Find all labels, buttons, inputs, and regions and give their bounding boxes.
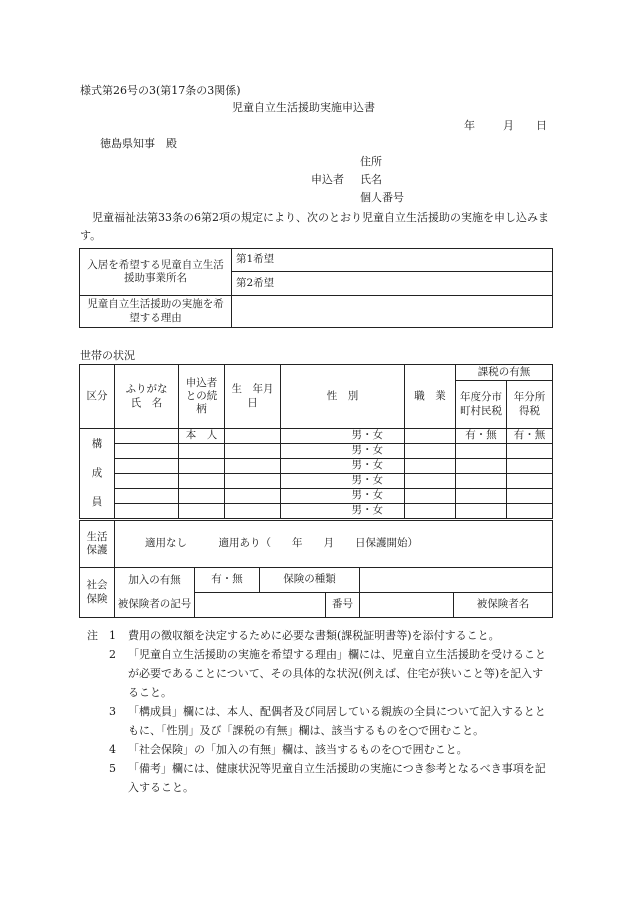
member-job-cell[interactable] [405,474,456,489]
member-tax-income-cell[interactable] [507,489,553,504]
welfare-insurance-table [79,520,553,618]
welfare-options[interactable]: 適用なし 適用あり（ 年 月 日保護開始） [115,521,553,568]
ins-type-field[interactable] [360,568,553,593]
member-name-cell[interactable] [115,459,179,474]
note-item [80,740,550,759]
ins-holder-label: 被保険者名 [454,593,553,618]
name-label: 氏名 [360,173,382,186]
member-tax-income-cell[interactable]: 有・無 [507,429,553,444]
address-label: 住所 [360,155,382,168]
member-relation-cell[interactable]: 本 人 [179,429,225,444]
note-item [80,702,550,740]
member-sex-pad [281,429,331,444]
request-table [79,248,553,328]
member-sex-pad [281,504,331,519]
member-tax-income-cell[interactable] [507,504,553,519]
member-birth-cell[interactable] [225,444,281,459]
member-sex-cell[interactable]: 男・女 [331,459,405,474]
member-job-cell[interactable] [405,489,456,504]
member-birth-cell[interactable] [225,504,281,519]
note-text: 「備考」欄には、健康状況等児童自立生活援助の実施につき参考となるべき事項を記入すること。 [128,762,546,794]
member-name-cell[interactable] [115,429,179,444]
ins-join-label: 加入の有無 [115,568,195,593]
ins-yesno[interactable]: 有・無 [195,568,260,593]
note-number: 3 [109,705,116,718]
second-choice-label: 第2希望 [236,276,275,289]
member-name-cell[interactable] [115,489,179,504]
member-sex-cell[interactable]: 男・女 [331,429,405,444]
col-kubun: 区分 [80,365,115,429]
note-text: 「構成員」欄には、本人、配偶者及び同居している親族の全員について記入するとともに、「性別」及び「課税の有無」欄は、該当するものを○で囲むこと。 [128,705,546,737]
date-day-label: 日 [536,119,547,132]
intro-paragraph: 児童福祉法第33条の6第2項の規定により、次のとおり児童自立生活援助の実施を申し込みます。 [80,211,549,242]
page-title: 児童自立生活援助実施申込書 [232,101,375,114]
member-tax-muni-cell[interactable] [456,504,507,519]
member-label-char: 成 [91,467,103,479]
member-birth-cell[interactable] [225,489,281,504]
col-job: 職 業 [405,365,456,429]
member-tax-income-cell[interactable] [507,459,553,474]
personal-number-label: 個人番号 [360,191,404,204]
reason-field[interactable] [232,296,553,328]
member-label [80,429,115,519]
member-job-cell[interactable] [405,444,456,459]
note-item [80,626,550,645]
member-relation-cell[interactable] [179,489,225,504]
member-tax-muni-cell[interactable] [456,444,507,459]
member-relation-cell[interactable] [179,504,225,519]
note-item [80,645,550,702]
date-month-label: 月 [503,119,514,132]
insurance-label: 社会保険 [80,568,115,618]
col-furigana: ふりがな [125,383,168,396]
note-number: 4 [109,743,116,756]
member-sex-cell[interactable]: 男・女 [331,474,405,489]
col-tax-income: 年分所得税 [507,381,553,429]
reason-label: 児童自立生活援助の実施を希望する理由 [80,296,232,328]
col-name-header [115,365,179,429]
ins-type-label: 保険の種類 [260,568,360,593]
note-text: 費用の徴収額を決定するために必要な書類(課税証明書等)を添付すること。 [128,629,500,642]
member-birth-cell[interactable] [225,474,281,489]
member-sex-pad [281,444,331,459]
note-item [80,759,550,797]
member-label-char: 構 [91,438,103,450]
notes [80,626,550,797]
welfare-label: 生活保護 [80,521,115,568]
member-job-cell[interactable] [405,504,456,519]
member-relation-cell[interactable] [179,474,225,489]
member-tax-income-cell[interactable] [507,474,553,489]
member-tax-muni-cell[interactable]: 有・無 [456,429,507,444]
member-name-cell[interactable] [115,474,179,489]
member-sex-cell[interactable]: 男・女 [331,444,405,459]
member-job-cell[interactable] [405,429,456,444]
note-number: 2 [109,648,116,661]
second-choice-field[interactable] [232,272,553,296]
note-number: 注 1 [87,629,116,642]
member-relation-cell[interactable] [179,459,225,474]
member-job-cell[interactable] [405,459,456,474]
note-number: 5 [109,762,116,775]
ins-symbol-field[interactable] [195,593,326,618]
member-tax-income-cell[interactable] [507,444,553,459]
col-birth: 生 年月 日 [225,365,281,429]
ins-symbol-label: 被保険者の記号 [115,593,195,618]
member-name-cell[interactable] [115,504,179,519]
form-number: 様式第26号の3(第17条の3関係) [80,84,241,97]
first-choice-field[interactable] [232,249,553,272]
member-birth-cell[interactable] [225,459,281,474]
household-heading: 世帯の状況 [80,349,135,362]
household-table [79,364,553,519]
ins-number-label: 番号 [326,593,360,618]
member-name-cell[interactable] [115,444,179,459]
member-sex-pad [281,489,331,504]
member-tax-muni-cell[interactable] [456,489,507,504]
col-tax: 課税の有無 [456,365,553,381]
ins-number-field[interactable] [360,593,454,618]
date-year-label: 年 [464,119,475,132]
member-sex-cell[interactable]: 男・女 [331,489,405,504]
note-text: 「児童自立生活援助の実施を希望する理由」欄には、児童自立生活援助を受けることが必要であることについて、その具体的な状況(例えば、住宅が狭いこと等)を記入すること。 [128,648,546,699]
office-name-label: 入居を希望する児童自立生活援助事業所名 [80,249,232,296]
member-relation-cell[interactable] [179,444,225,459]
col-relation: 申込者との続柄 [179,365,225,429]
member-sex-pad [281,459,331,474]
member-tax-muni-cell[interactable] [456,459,507,474]
col-name: 氏 名 [130,396,163,409]
member-sex-pad [281,474,331,489]
member-label-char: 員 [91,496,103,508]
member-tax-muni-cell[interactable] [456,474,507,489]
col-tax-muni: 年度分市町村民税 [456,381,507,429]
applicant-label: 申込者 [311,173,344,186]
col-sex: 性 別 [281,365,405,429]
member-sex-cell[interactable]: 男・女 [331,504,405,519]
first-choice-label: 第1希望 [236,253,275,266]
member-birth-cell[interactable] [225,429,281,444]
addressee: 徳島県知事 殿 [100,137,177,150]
note-text: 「社会保険」の「加入の有無」欄は、該当するものを○で囲むこと。 [128,743,468,756]
